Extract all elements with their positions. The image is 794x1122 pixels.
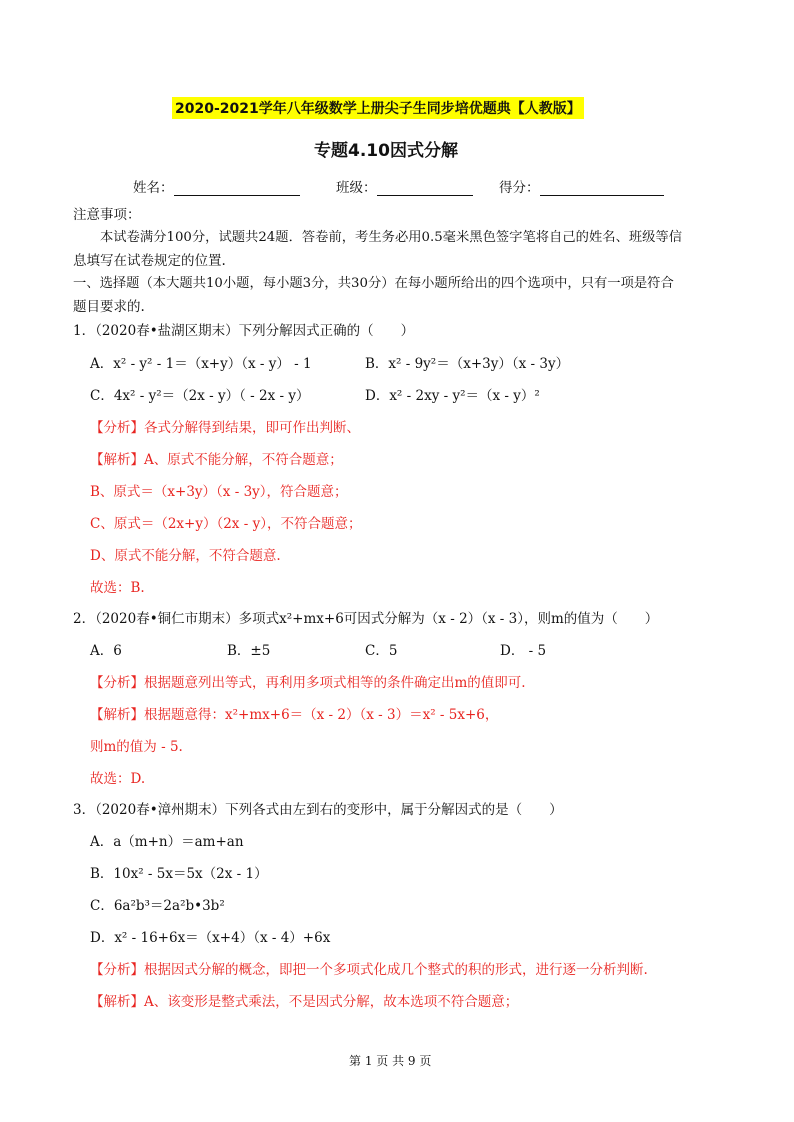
q2-solution-2: 则m的值为 - 5. (90, 739, 183, 755)
name-label: 姓名： (133, 180, 174, 196)
q2-option-c: C．5 (365, 643, 398, 659)
q3-option-b: B．10x² - 5x＝5x（2x - 1） (90, 866, 268, 882)
name-blank[interactable] (174, 181, 300, 196)
series-banner: 2020-2021学年八年级数学上册尖子生同步培优题典【人教版】 (172, 97, 584, 119)
q1-solution-1: 【解析】A、原式不能分解，不符合题意； (90, 452, 343, 468)
q1-option-a: A．x² - y² - 1＝（x+y）（x - y） - 1 (90, 356, 312, 372)
section-line1: 一、选择题（本大题共10小题，每小题3分，共30分）在每小题所给出的四个选项中，只有一项是符合 (73, 276, 674, 291)
q2-answer: 故选：D. (90, 771, 146, 787)
q3-solution-1: 【解析】A、该变形是整式乘法，不是因式分解，故本选项不符合题意； (90, 994, 519, 1010)
q3-option-a: A．a（m+n）＝am+an (90, 834, 244, 850)
q3-analysis: 【分析】根据因式分解的概念，即把一个多项式化成几个整式的积的形式，进行逐一分析判断. (90, 962, 648, 978)
q2-stem: 2．（2020春•铜仁市期末）多项式x²+mx+6可因式分解为（x - 2）（x - 3），则m的值为（ ） (73, 611, 659, 627)
class-label: 班级： (336, 180, 377, 196)
q1-option-c: C．4x² - y²＝（2x - y）（ - 2x - y） (90, 388, 310, 404)
q1-option-d: D．x² - 2xy - y²＝（x - y）² (365, 388, 540, 404)
q2-analysis: 【分析】根据题意列出等式，再利用多项式相等的条件确定出m的值即可. (90, 675, 526, 691)
score-label: 得分： (499, 180, 540, 196)
notice-heading: 注意事项： (73, 207, 141, 223)
q1-solution-2: B、原式＝（x+3y）（x - 3y），符合题意； (90, 484, 348, 500)
q2-option-d: D． - 5 (500, 643, 547, 659)
q1-solution-3: C、原式＝（2x+y）（2x - y），不符合题意； (90, 516, 362, 532)
q1-solution-4: D、原式不能分解，不符合题意. (90, 548, 281, 564)
q1-option-b: B．x² - 9y²＝（x+3y）（x - 3y） (365, 356, 570, 372)
page-title: 专题4.10因式分解 (314, 141, 458, 161)
q2-option-b: B．±5 (227, 643, 271, 659)
q3-stem: 3．（2020春•漳州期末）下列各式由左到右的变形中，属于分解因式的是（ ） (73, 802, 563, 818)
class-field[interactable] (336, 176, 473, 196)
score-blank[interactable] (540, 181, 664, 196)
page-footer: 第 1 页 共 9 页 (349, 1054, 432, 1068)
q1-stem: 1．（2020春•盐湖区期末）下列分解因式正确的（ ） (73, 323, 415, 339)
section-line2: 题目要求的. (73, 299, 145, 315)
name-field[interactable] (133, 176, 300, 196)
q3-option-c: C．6a²b³＝2a²b•3b² (90, 898, 225, 914)
q2-option-a: A．6 (90, 643, 122, 659)
notice-line2: 息填写在试卷规定的位置. (73, 253, 226, 269)
score-field[interactable] (499, 176, 664, 196)
q1-analysis: 【分析】各式分解得到结果，即可作出判断、 (90, 420, 360, 436)
q3-option-d: D．x² - 16+6x＝（x+4）（x - 4）+6x (90, 930, 331, 946)
q2-solution-1: 【解析】根据题意得：x²+mx+6＝（x - 2）（x - 3）＝x² - 5x+6， (90, 707, 499, 723)
q1-answer: 故选：B. (90, 580, 145, 596)
class-blank[interactable] (377, 181, 473, 196)
notice-line1: 本试卷满分100分，试题共24题．答卷前，考生务必用0.5毫米黑色签字笔将自己的姓名、班级等信 (100, 230, 683, 245)
